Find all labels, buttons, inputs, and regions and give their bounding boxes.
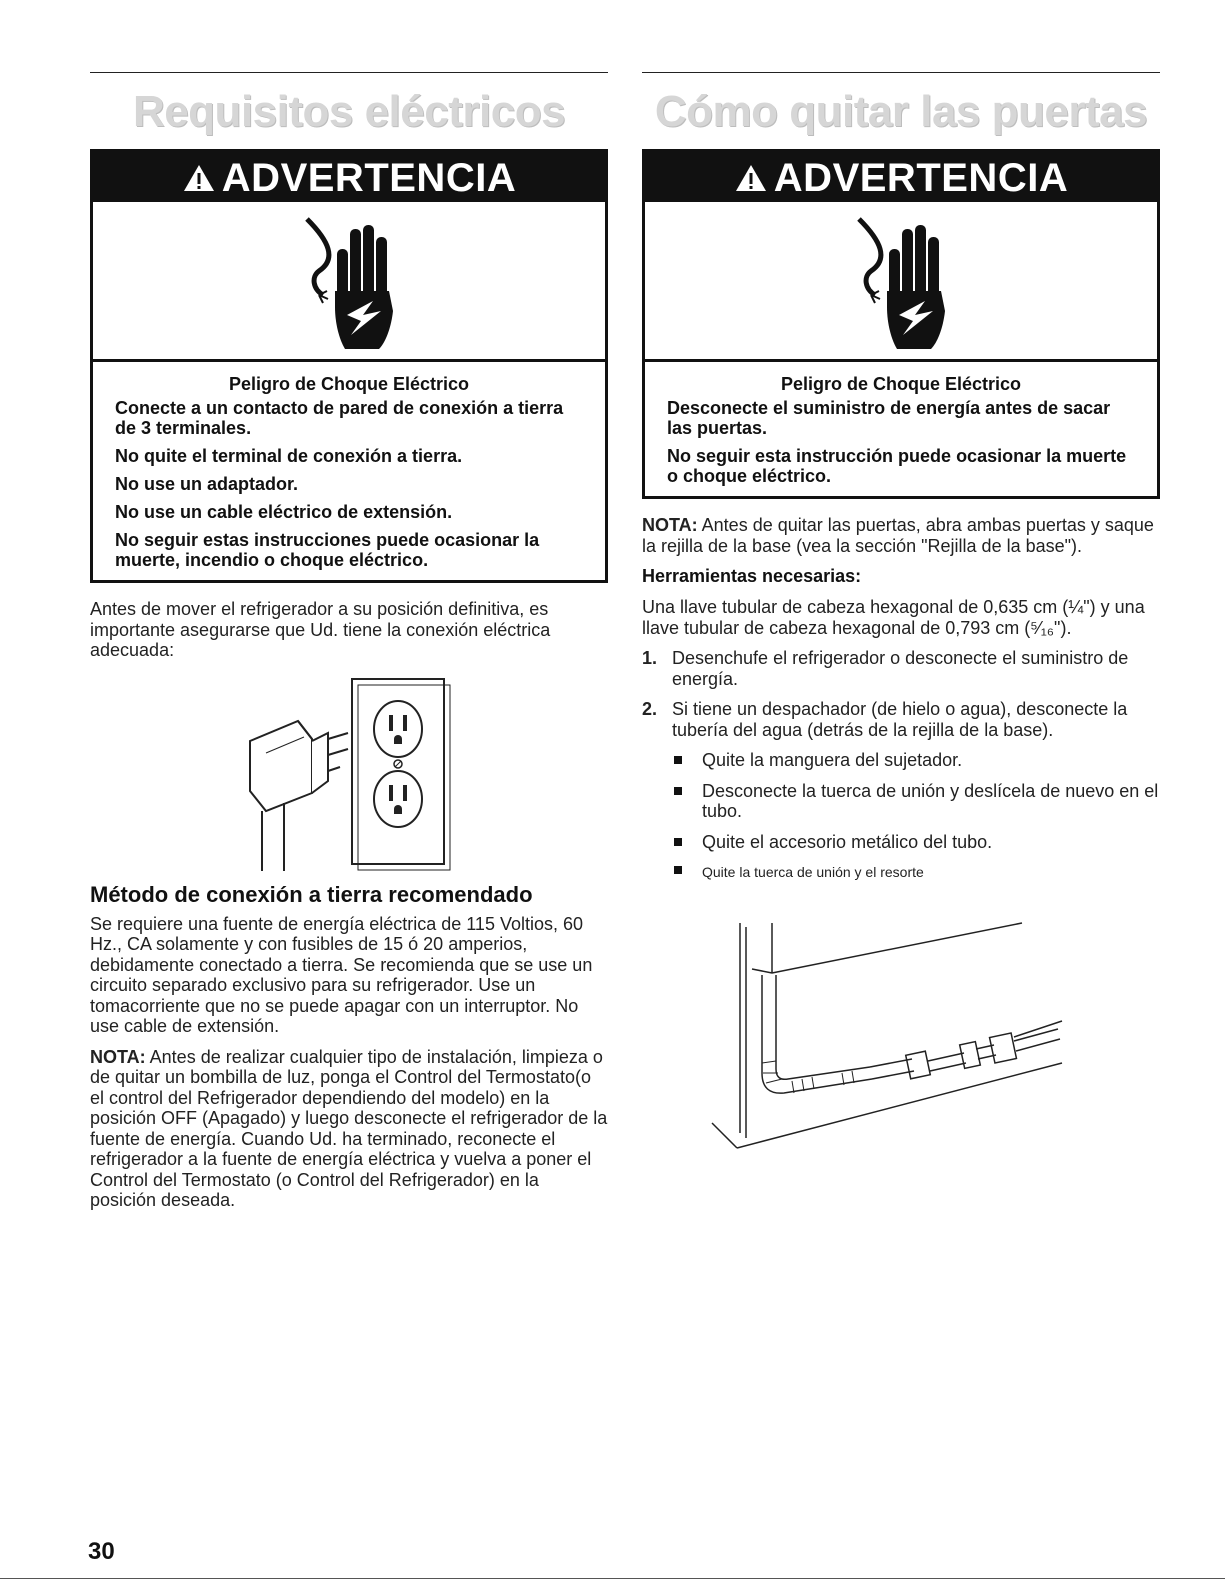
warning-header (93, 152, 605, 202)
warning-line: No quite el terminal de conexión a tierra. (115, 446, 463, 466)
substep-item (672, 862, 1160, 883)
step-text: Si tiene un despachador (de hielo o agua), desconecte la tubería del agua (detrás de la rejilla de la base). (672, 699, 1128, 740)
top-rule (642, 72, 1160, 73)
intro-paragraph: Antes de mover el refrigerador a su posición definitiva, es importante asegurarse que Ud. tiene la conexión eléctrica adecuada: (90, 599, 551, 660)
warning-box (642, 149, 1160, 499)
bullet-square-icon (674, 756, 682, 764)
step-number: 1. (642, 648, 658, 668)
substep-text: Quite la tuerca de unión y el resorte (702, 864, 924, 880)
note-label: NOTA: (90, 1046, 146, 1067)
warning-line: No seguir esta instrucción puede ocasionar la muerte o choque eléctrico. (667, 446, 1127, 486)
warning-line: No use un cable eléctrico de extensión. (115, 502, 453, 522)
bullet-square-icon (674, 838, 682, 846)
warning-box (90, 149, 608, 583)
note-paragraph (90, 1047, 608, 1211)
section-title-doors: Cómo quitar las puertas (654, 87, 1148, 136)
shock-hazard-icon (93, 202, 605, 362)
tools-heading: Herramientas necesarias: (642, 566, 862, 586)
substeps-list (672, 750, 1160, 883)
warning-text (93, 362, 605, 580)
shock-hazard-icon (645, 202, 1157, 362)
page-number: 30 (88, 1538, 115, 1565)
warning-line: No use un adaptador. (115, 474, 299, 494)
hazard-title: Peligro de Choque Eléctrico (228, 374, 470, 394)
steps-list (642, 648, 1160, 740)
warning-triangle-icon (182, 154, 216, 206)
substep-item (672, 750, 1160, 771)
right-column (642, 72, 1160, 1163)
substep-item (672, 781, 1160, 822)
step-text: Desenchufe el refrigerador o desconecte el suministro de energía. (672, 648, 1129, 689)
method-paragraph: Se requiere una fuente de energía eléctrica de 115 Voltios, 60 Hz., CA solamente y con fusibles de 15 ó 20 amperios, debidamente conectado a tierra. Se recomienda que se use un circuito separado exclusivo para su refrigerador. Use un tomacorriente que no se puede apagar con un interruptor. No use cable de extensión. (90, 913, 593, 1036)
warning-header (645, 152, 1157, 202)
tools-paragraph: Una llave tubular de cabeza hexagonal de 0,635 cm (¼") y una llave tubular de cabeza hexagonal de 0,793 cm (⁵⁄₁₆"). (642, 597, 1145, 638)
substep-text: Desconecte la tuerca de unión y deslícela de nuevo en el tubo. (702, 780, 1159, 821)
water-line-illustration (642, 913, 1154, 1163)
note-label: NOTA: (642, 515, 698, 535)
note-text: Antes de quitar las puertas, abra ambas puertas y saque la rejilla de la base (vea la sección "Rejilla de la base"). (642, 515, 1154, 556)
bullet-square-icon (674, 866, 682, 874)
note-text: Antes de realizar cualquier tipo de instalación, limpieza o de quitar un bombilla de luz, ponga el Control del Termostato(o el control del Refrigerador dependiendo del modelo) en la posición OFF (Apagado) y luego desconecte el refrigerador de la fuente de energía. Cuando Ud. ha terminado, reconecte el refrigerador a la fuente de energía eléctrica y vuelva a poner el Control del Termostato (o Control del Refrigerador) en la posición deseada. (90, 1046, 608, 1210)
step-number: 2. (642, 699, 658, 719)
substep-item (672, 832, 1160, 853)
bullet-square-icon (674, 787, 682, 795)
bottom-rule (0, 1578, 1225, 1579)
warning-header-label: ADVERTENCIA (773, 156, 1069, 200)
substep-text: Quite el accesorio metálico del tubo. (702, 831, 993, 852)
outlet-plug-illustration (90, 671, 602, 876)
note-paragraph (642, 515, 1160, 556)
warning-line: Desconecte el suministro de energía antes de sacar las puertas. (667, 398, 1111, 438)
warning-line: Conecte a un contacto de pared de conexión a tierra de 3 terminales. (115, 398, 564, 438)
method-heading: Método de conexión a tierra recomendado (90, 881, 533, 907)
substep-text: Quite la manguera del sujetador. (702, 750, 963, 770)
step-item (642, 648, 1160, 689)
warning-triangle-icon (734, 154, 768, 206)
hazard-title: Peligro de Choque Eléctrico (780, 374, 1022, 394)
warning-header-label: ADVERTENCIA (221, 156, 517, 200)
top-rule (90, 72, 608, 73)
step-item (642, 699, 1160, 740)
warning-text (645, 362, 1157, 496)
left-column (90, 72, 608, 1221)
warning-line: No seguir estas instrucciones puede ocasionar la muerte, incendio o choque eléctrico. (115, 530, 540, 570)
section-title-electrical: Requisitos eléctricos (132, 87, 566, 136)
